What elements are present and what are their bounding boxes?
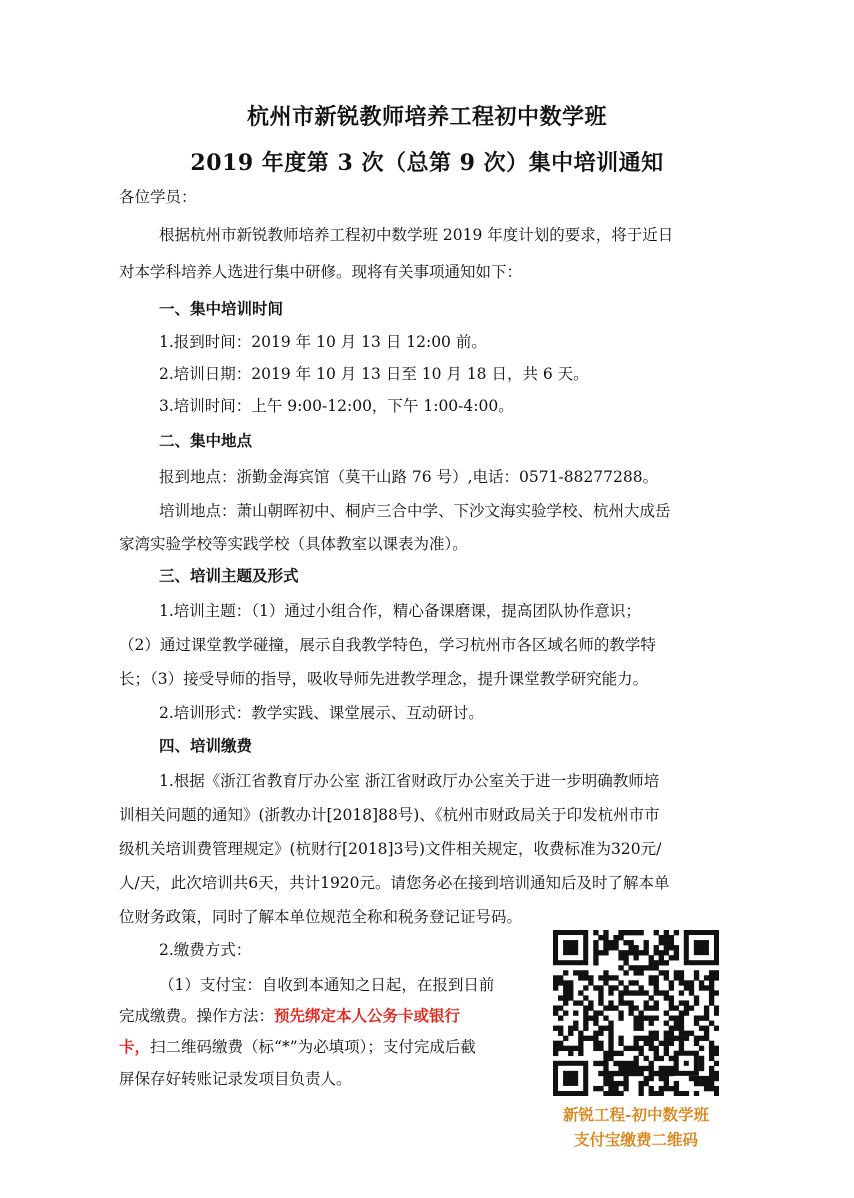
alipay-line-1: （1）支付宝：自收到本通知之日起，在报到日前 <box>159 976 495 994</box>
section-1-heading: 一、集中培训时间 <box>159 299 284 318</box>
payment-method-heading: 2.缴费方式： <box>159 941 252 959</box>
fee-line-3: 级机关培训费管理规定》(杭财行[2018]3号)文件相关规定，收费标准为320元/ <box>119 840 662 858</box>
alipay-line-2-text: 完成缴费。操作方法： <box>119 1007 275 1025</box>
section-1-item-2: 2.培训日期：2019 年 10 月 13 日至 10 月 18 日，共 6 天。 <box>159 365 589 383</box>
section-3-heading: 三、培训主题及形式 <box>159 566 299 585</box>
section-1-item-3: 3.培训时间：上午 9:00-12:00，下午 1:00-4:00。 <box>159 397 514 415</box>
train-location-line-2: 家湾实验学校等实践学校（具体教室以课表为准）。 <box>119 535 468 553</box>
fee-line-4: 人/天，此次培训共6天，共计1920元。请您务必在接到培训通知后及时了解本单 <box>119 874 670 892</box>
alipay-emphasis-1: 预先绑定本人公务卡或银行 <box>274 1006 461 1025</box>
title-line-2: 2019 年度第 3 次（总第 9 次）集中培训通知 <box>190 150 664 176</box>
qr-caption-2: 支付宝缴费二维码 <box>573 1130 698 1149</box>
train-location-line-1: 培训地点：萧山朝晖初中、桐庐三合中学、下沙文海实验学校、杭州大成岳 <box>159 502 671 520</box>
theme-line-2: （2）通过课堂教学碰撞，展示自我教学特色，学习杭州市各区域名师的教学特 <box>119 636 656 654</box>
alipay-line-3 <box>119 1037 476 1057</box>
alipay-line-2 <box>119 1006 460 1026</box>
alipay-line-4: 屏保存好转账记录发项目负责人。 <box>119 1070 352 1088</box>
report-location: 报到地点：浙勤金海宾馆（莫干山路 76 号）,电话：0571-88277288。 <box>159 468 659 486</box>
section-1-item-1: 1.报到时间：2019 年 10 月 13 日 12:00 前。 <box>159 333 487 351</box>
alipay-emphasis-2: 卡， <box>119 1037 151 1056</box>
title-line-1: 杭州市新锐教师培养工程初中数学班 <box>246 104 607 130</box>
theme-line-1: 1.培训主题：（1）通过小组合作，精心备课磨课，提高团队协作意识； <box>159 602 641 620</box>
section-4-heading: 四、培训缴费 <box>159 736 253 755</box>
form-line: 2.培训形式：教学实践、课堂展示、互动研讨。 <box>159 704 484 722</box>
intro-line-2: 对本学科培养人选进行集中研修。现将有关事项通知如下： <box>119 263 523 281</box>
intro-line-1: 根据杭州市新锐教师培养工程初中数学班 2019 年度计划的要求，将于近日 <box>159 226 674 244</box>
qr-caption-1: 新锐工程-初中数学班 <box>563 1105 709 1124</box>
fee-line-2: 训相关问题的通知》(浙教办计[2018]88号)、《杭州市财政局关于印发杭州市市 <box>119 806 660 824</box>
section-2-heading: 二、集中地点 <box>159 431 253 450</box>
alipay-qr-code[interactable] <box>553 930 719 1096</box>
fee-line-5: 位财务政策，同时了解本单位规范全称和税务登记证号码。 <box>119 908 523 926</box>
theme-line-3: 长；（3）接受导师的指导，吸收导师先进教学理念，提升课堂教学研究能力。 <box>119 670 649 688</box>
qr-code-graphic <box>553 930 719 1096</box>
alipay-line-3-text: 扫二维码缴费（标“*”为必填项）；支付完成后截 <box>150 1038 476 1056</box>
greeting: 各位学员： <box>119 188 197 206</box>
fee-line-1: 1.根据《浙江省教育厅办公室 浙江省财政厅办公室关于进一步明确教师培 <box>159 772 660 790</box>
